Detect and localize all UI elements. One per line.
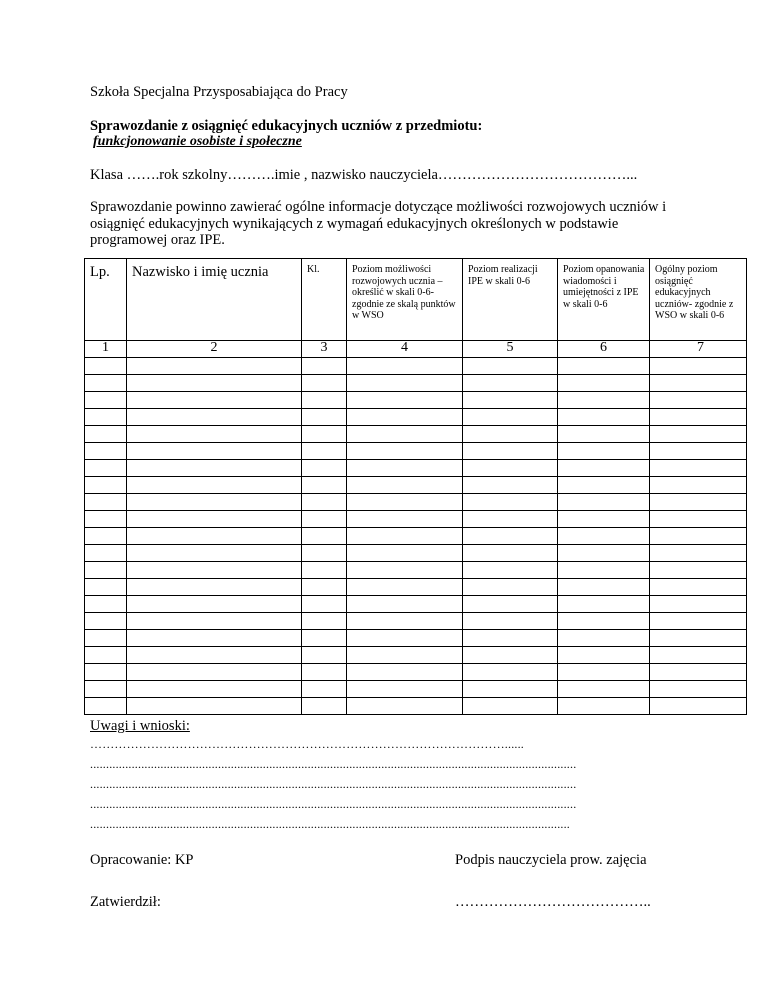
table-cell[interactable] [127,664,302,681]
table-cell[interactable] [347,460,463,477]
table-cell[interactable] [558,681,650,698]
table-cell[interactable] [127,647,302,664]
table-cell[interactable] [302,545,347,562]
column-header-development-level: Poziom możliwości rozwojowych ucznia – określić w skali 0-6- zgodnie ze skalą punktów w WSO [347,259,463,341]
table-cell[interactable] [558,375,650,392]
table-row [85,358,747,375]
table-row [85,579,747,596]
table-cell[interactable] [650,511,747,528]
table-cell[interactable] [127,613,302,630]
table-cell[interactable] [347,681,463,698]
table-cell[interactable] [650,664,747,681]
table-cell[interactable] [650,613,747,630]
table-body [85,358,747,715]
table-cell[interactable] [347,562,463,579]
table-cell[interactable] [463,664,558,681]
table-cell[interactable] [463,358,558,375]
column-number: 3 [302,341,347,358]
table-cell[interactable] [302,630,347,647]
table-cell[interactable] [558,528,650,545]
table-cell[interactable] [650,562,747,579]
table-cell[interactable] [347,358,463,375]
column-header-name: Nazwisko i imię ucznia [127,259,302,341]
notes-label: Uwagi i wnioski: [90,718,190,734]
signature-line: ………………………………….. [455,894,651,910]
table-row [85,375,747,392]
table-cell[interactable] [302,375,347,392]
table-cell[interactable] [558,664,650,681]
table-cell[interactable] [347,443,463,460]
table-cell[interactable] [650,596,747,613]
table-cell[interactable] [558,596,650,613]
table-row [85,460,747,477]
notes-line: ...................................................................................................................................................... [90,817,570,831]
table-cell[interactable] [85,613,127,630]
table-cell[interactable] [85,409,127,426]
table-cell[interactable] [463,409,558,426]
column-number: 7 [650,341,747,358]
column-number: 4 [347,341,463,358]
table-row [85,392,747,409]
table-cell[interactable] [650,477,747,494]
notes-line: ........................................................................................................................................................ [90,777,577,791]
table-cell[interactable] [347,409,463,426]
table-cell[interactable] [85,511,127,528]
table-cell[interactable] [127,358,302,375]
table-cell[interactable] [85,426,127,443]
table-cell[interactable] [85,664,127,681]
table-cell[interactable] [347,545,463,562]
table-cell[interactable] [463,511,558,528]
table-cell[interactable] [85,358,127,375]
table-cell[interactable] [347,613,463,630]
table-row [85,443,747,460]
table-cell[interactable] [347,375,463,392]
table-cell[interactable] [127,392,302,409]
table-cell[interactable] [302,596,347,613]
table-cell[interactable] [347,630,463,647]
table-cell[interactable] [558,409,650,426]
table-cell[interactable] [558,613,650,630]
table-cell[interactable] [650,392,747,409]
table-row [85,664,747,681]
table-row [85,545,747,562]
notes-line: ........................................................................................................................................................ [90,797,577,811]
table-row [85,596,747,613]
table-cell[interactable] [302,460,347,477]
table-row [85,630,747,647]
table-row [85,698,747,715]
column-header-class: Kl. [302,259,347,341]
table-cell[interactable] [85,579,127,596]
table-cell[interactable] [127,477,302,494]
approved-by: Zatwierdził: [90,894,161,910]
table-cell[interactable] [558,579,650,596]
table-cell[interactable] [650,443,747,460]
table-cell[interactable] [558,426,650,443]
table-cell[interactable] [302,409,347,426]
table-cell[interactable] [85,562,127,579]
table-row [85,647,747,664]
table-cell[interactable] [650,426,747,443]
teacher-signature-label: Podpis nauczyciela prow. zajęcia [455,852,647,868]
table-cell[interactable] [302,426,347,443]
table-row [85,681,747,698]
table-cell[interactable] [127,579,302,596]
table-cell[interactable] [85,477,127,494]
table-cell[interactable] [302,613,347,630]
table-cell[interactable] [463,460,558,477]
notes-line: ........................................................................................................................................................ [90,757,577,771]
class-line: Klasa …….rok szkolny……….imie , nazwisko nauczyciela…………………………………... [90,167,638,183]
table-cell[interactable] [85,596,127,613]
table-row [85,613,747,630]
grades-table [84,258,747,715]
table-cell[interactable] [558,392,650,409]
table-cell[interactable] [127,426,302,443]
prepared-by: Opracowanie: KP [90,852,194,868]
table-cell[interactable] [127,698,302,715]
report-title: Sprawozdanie z osiągnięć edukacyjnych uczniów z przedmiotu: [90,118,483,134]
table-cell[interactable] [347,664,463,681]
table-cell[interactable] [558,545,650,562]
table-cell[interactable] [463,528,558,545]
table-row [85,511,747,528]
table-cell[interactable] [347,494,463,511]
table-cell[interactable] [650,460,747,477]
table-row [85,477,747,494]
table-cell[interactable] [650,681,747,698]
table-cell[interactable] [127,562,302,579]
table-row [85,426,747,443]
table-cell[interactable] [302,511,347,528]
table-cell[interactable] [127,511,302,528]
table-cell[interactable] [463,681,558,698]
table-cell[interactable] [463,375,558,392]
table-cell[interactable] [463,392,558,409]
table-cell[interactable] [127,494,302,511]
table-cell[interactable] [558,460,650,477]
column-header-overall-level: Ogólny poziom osiągnięć edukacyjnych uczniów- zgodnie z WSO w skali 0-6 [650,259,747,341]
table-cell[interactable] [558,647,650,664]
table-cell[interactable] [85,494,127,511]
table-cell[interactable] [127,460,302,477]
table-cell[interactable] [347,647,463,664]
table-cell[interactable] [463,562,558,579]
table-cell[interactable] [347,596,463,613]
table-cell[interactable] [558,443,650,460]
table-row [85,494,747,511]
table-cell[interactable] [463,426,558,443]
table-cell[interactable] [650,630,747,647]
table-cell[interactable] [302,443,347,460]
table-cell[interactable] [463,579,558,596]
table-cell[interactable] [127,596,302,613]
column-number: 6 [558,341,650,358]
table-cell[interactable] [85,460,127,477]
table-cell[interactable] [85,647,127,664]
table-cell[interactable] [127,630,302,647]
table-cell[interactable] [302,579,347,596]
table-cell[interactable] [127,443,302,460]
table-cell[interactable] [85,375,127,392]
table-cell[interactable] [463,647,558,664]
table-cell[interactable] [127,681,302,698]
table-cell[interactable] [85,392,127,409]
table-cell[interactable] [302,528,347,545]
table-cell[interactable] [302,664,347,681]
table-cell[interactable] [85,545,127,562]
table-cell[interactable] [127,528,302,545]
column-header-knowledge-level: Poziom opanowania wiadomości i umiejętności z IPE w skali 0-6 [558,259,650,341]
column-number: 2 [127,341,302,358]
table-cell[interactable] [127,409,302,426]
column-number-row [85,341,747,358]
table-cell[interactable] [302,681,347,698]
table-cell[interactable] [347,528,463,545]
table-cell[interactable] [650,358,747,375]
table-cell[interactable] [347,698,463,715]
table-cell[interactable] [558,511,650,528]
table-cell[interactable] [463,545,558,562]
table-cell[interactable] [85,630,127,647]
table-cell[interactable] [463,477,558,494]
table-cell[interactable] [347,392,463,409]
table-cell[interactable] [558,698,650,715]
table-cell[interactable] [463,494,558,511]
table-cell[interactable] [85,443,127,460]
table-cell[interactable] [85,681,127,698]
table-cell[interactable] [127,545,302,562]
table-cell[interactable] [302,494,347,511]
table-cell[interactable] [558,358,650,375]
table-cell[interactable] [650,375,747,392]
table-cell[interactable] [650,528,747,545]
notes-line: …………………………………………………………………………………………...... [90,737,524,751]
table-cell[interactable] [558,562,650,579]
table-cell[interactable] [347,511,463,528]
table-cell[interactable] [347,426,463,443]
report-subject: funkcjonowanie osobiste i społeczne [93,134,302,149]
table-cell[interactable] [347,477,463,494]
table-cell[interactable] [302,477,347,494]
table-cell[interactable] [85,528,127,545]
table-cell[interactable] [650,579,747,596]
table-cell[interactable] [650,409,747,426]
table-cell[interactable] [302,647,347,664]
column-number: 5 [463,341,558,358]
table-header-row [85,259,747,341]
table-row [85,409,747,426]
table-cell[interactable] [558,494,650,511]
table-cell[interactable] [463,630,558,647]
table-cell[interactable] [463,443,558,460]
column-number: 1 [85,341,127,358]
table-cell[interactable] [127,375,302,392]
table-cell[interactable] [347,579,463,596]
table-cell[interactable] [302,358,347,375]
table-cell[interactable] [463,613,558,630]
table-cell[interactable] [463,596,558,613]
table-cell[interactable] [650,494,747,511]
table-row [85,528,747,545]
table-cell[interactable] [463,698,558,715]
table-cell[interactable] [558,630,650,647]
table-cell[interactable] [302,392,347,409]
table-cell[interactable] [302,562,347,579]
table-cell[interactable] [650,545,747,562]
table-cell[interactable] [302,698,347,715]
school-name: Szkoła Specjalna Przysposabiająca do Pracy [90,84,348,100]
table-cell[interactable] [650,698,747,715]
table-cell[interactable] [558,477,650,494]
table-cell[interactable] [85,698,127,715]
intro-paragraph: Sprawozdanie powinno zawierać ogólne informacje dotyczące możliwości rozwojowych uczniów i osiągnięć edukacyjnych wynikających z wymagań edukacyjnych określonych w podstawie programowej oraz IPE. [90,199,667,248]
column-header-ipe-realization: Poziom realizacji IPE w skali 0-6 [463,259,558,341]
table-cell[interactable] [650,647,747,664]
table-row [85,562,747,579]
column-header-lp: Lp. [85,259,127,341]
